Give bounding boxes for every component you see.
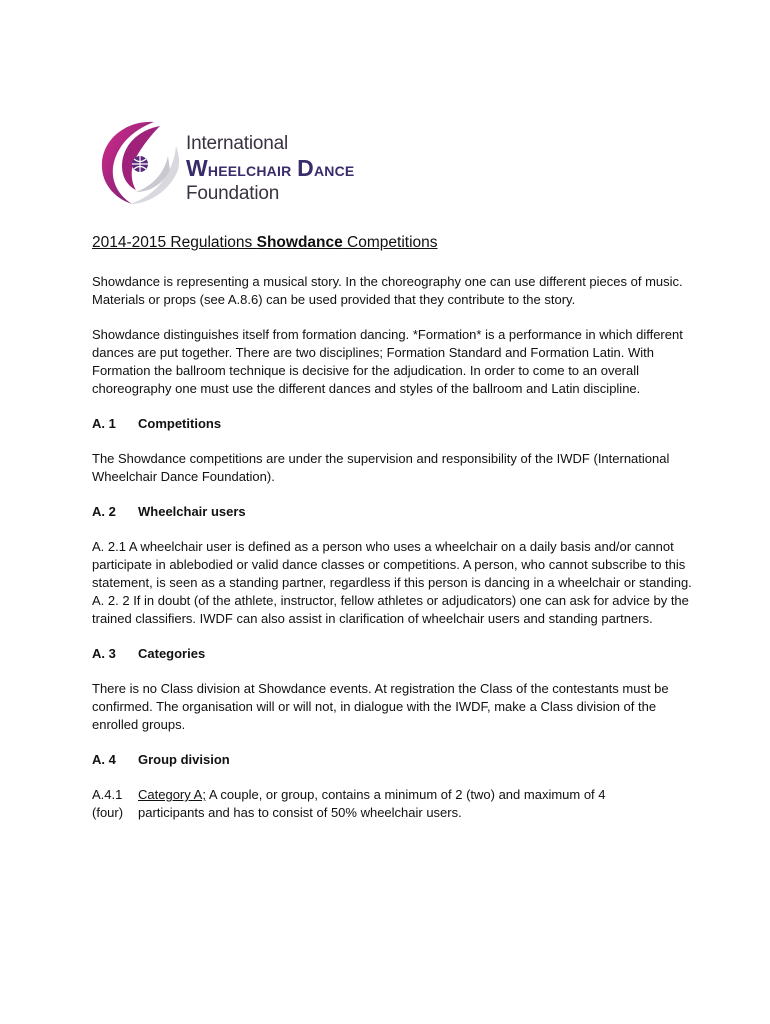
intro-paragraph-2: Showdance distinguishes itself from formation dancing. *Formation* is a performance in which different dances are put together. There are two disciplines; Formation Standard and Formation Latin. With Formation the ballroom technique is decisive for the adjudication. In order to come to an overall choreography one must use the different dances and styles of the ballroom and Latin discipline. xyxy=(92,327,683,396)
iwdf-logo xyxy=(94,116,394,226)
item-text: Category A; A couple, or group, contains a minimum of 2 (two) and maximum of 4 xyxy=(138,787,606,802)
item-label: (four) xyxy=(92,805,124,820)
section-number: A. 3 xyxy=(92,646,116,661)
section-number: A. 1 xyxy=(92,416,116,431)
section-a3-text: There is no Class division at Showdance events. At registration the Class of the contestants must be confirmed. The organisation will or will not, in dialogue with the IWDF, make a Class division of the enrolled groups. xyxy=(92,681,669,732)
section-number: A. 2 xyxy=(92,504,116,519)
intro-paragraph-1: Showdance is representing a musical story. In the choreography one can use different pieces of music. Materials or props (see A.8.6) can be used provided that they contribute to the story. xyxy=(92,274,683,307)
logo-line-wheelchair-dance: Wheelchair Dance xyxy=(186,155,355,181)
section-a2-2-text: A. 2. 2 If in doubt (of the athlete, instructor, fellow athletes or adjudicators) one can ask for advice by the trained classifiers. IWDF can also assist in clarification of wheelchair users and standing partners. xyxy=(92,593,689,626)
logo-line-international: International xyxy=(186,133,288,154)
item-label: A.4.1 xyxy=(92,787,123,802)
section-heading-a4 xyxy=(92,751,692,769)
document-title: 2014-2015 Regulations Showdance Competitions xyxy=(92,234,438,251)
document-body xyxy=(92,233,692,822)
section-title: Competitions xyxy=(138,416,222,431)
category-a-label: Category A; xyxy=(138,787,206,802)
section-heading-a1 xyxy=(92,415,692,433)
section-heading-a3 xyxy=(92,645,692,663)
section-heading-a2 xyxy=(92,503,692,521)
section-a1-text: The Showdance competitions are under the supervision and responsibility of the IWDF (International Wheelchair Dance Foundation). xyxy=(92,451,670,484)
section-a4-1-line2 xyxy=(92,804,692,822)
logo-line-foundation: Foundation xyxy=(186,183,280,204)
item-text: participants and has to consist of 50% wheelchair users. xyxy=(138,805,462,820)
section-title: Wheelchair users xyxy=(138,504,246,519)
section-title: Categories xyxy=(138,646,206,661)
logo-wordmark xyxy=(186,132,354,206)
iwdf-swirl-icon xyxy=(94,116,184,208)
section-a2-1-text: A. 2.1 A wheelchair user is defined as a person who uses a wheelchair on a daily basis and/or cannot participate in ablebodied or valid dance classes or competitions. A person, who cannot subscribe to this statement, is seen as a standing partner, regardless if this person is dancing in a wheelchair or standing. xyxy=(92,539,692,590)
section-a4-1-line1 xyxy=(92,786,692,804)
section-title: Group division xyxy=(138,752,230,767)
section-number: A. 4 xyxy=(92,752,116,767)
